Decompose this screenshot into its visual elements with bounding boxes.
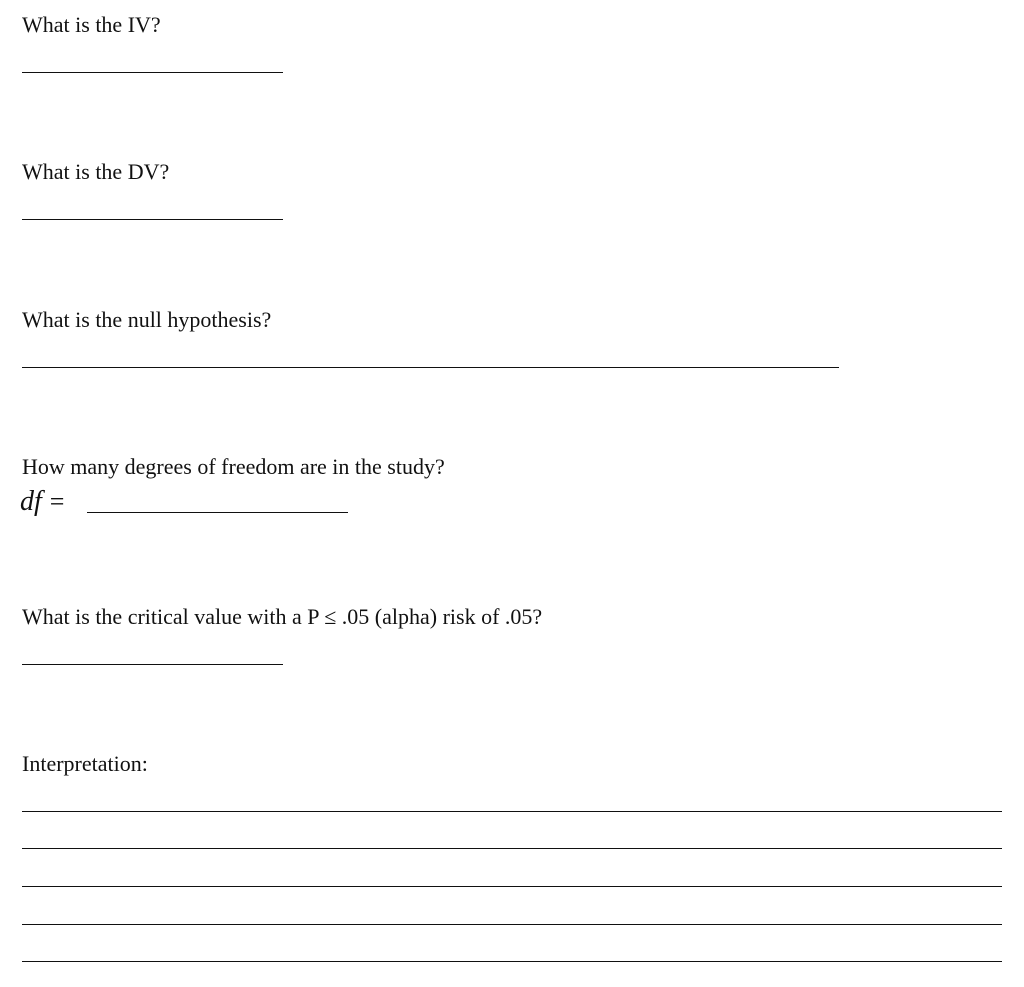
interpretation-line-1[interactable] (22, 811, 1002, 812)
answer-line-critical-value[interactable] (22, 664, 283, 665)
interpretation-line-2[interactable] (22, 848, 1002, 849)
interpretation-line-3[interactable] (22, 886, 1002, 887)
df-symbol: df (20, 486, 42, 517)
question-iv: What is the IV? (22, 12, 161, 37)
interpretation-line-4[interactable] (22, 924, 1002, 925)
question-degrees-of-freedom: How many degrees of freedom are in the study? (22, 454, 445, 479)
interpretation-line-5[interactable] (22, 961, 1002, 962)
answer-line-df[interactable] (87, 512, 348, 513)
answer-line-dv[interactable] (22, 219, 283, 220)
question-critical-value: What is the critical value with a P ≤ .05 (alpha) risk of .05? (22, 604, 543, 629)
df-label (20, 486, 64, 518)
question-dv: What is the DV? (22, 159, 170, 184)
answer-line-iv[interactable] (22, 72, 283, 73)
question-interpretation: Interpretation: (22, 751, 148, 776)
df-equals: = (49, 487, 65, 516)
question-null-hypothesis: What is the null hypothesis? (22, 307, 272, 332)
answer-line-null-hypothesis[interactable] (22, 367, 839, 368)
